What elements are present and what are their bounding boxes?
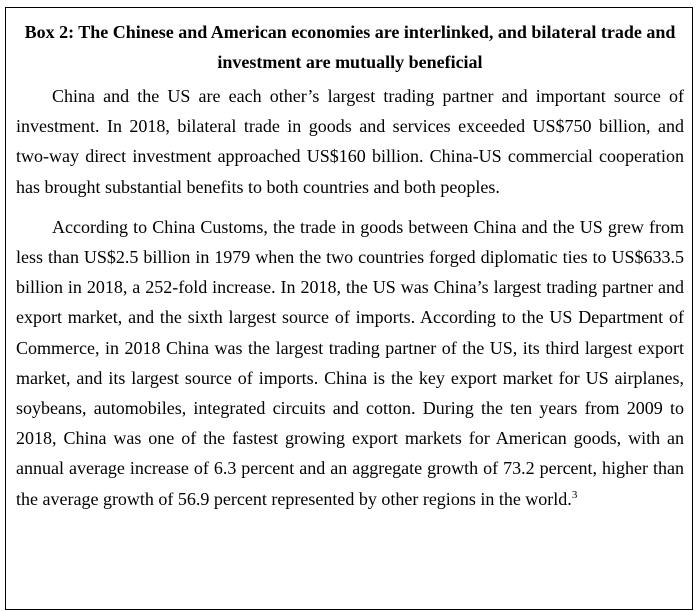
box-title: Box 2: The Chinese and American economies are interlinked, and bilateral trade and investment are mutually beneficial: [24, 22, 676, 72]
paragraph-2-text: According to China Customs, the trade in goods between China and the US grew from less than US$2.5 billion in 1979 when the two countries forged diplomatic ties to US$633.5 billion in 2018, a 252-fold increase. In 2018, the US was China’s largest trading partner and export market, and the sixth largest source of imports. According to the US Department of Commerce, in 2018 China was the largest trading partner of the US, its third largest export market, and its largest source of imports. China is the key export market for US airplanes, soybeans, automobiles, integrated circuits and cotton. During the ten years from 2009 to 2018, China was one of the fastest growing export markets for American goods, with an annual average increase of 6.3 percent and an aggregate growth of 73.2 percent, higher than the average growth of 56.9 percent represented by other regions in the world.: [16, 216, 684, 509]
paragraph-1: [16, 81, 684, 202]
box-2-panel: [5, 7, 693, 610]
footnote-marker[interactable]: 3: [571, 488, 578, 501]
paragraph-2: [16, 212, 684, 514]
paragraph-1-text: China and the US are each other’s largest trading partner and important source of investment. In 2018, bilateral trade in goods and services exceeded US$750 billion, and two-way direct investment approached US$160 billion. China-US commercial cooperation has brought substantial benefits to both countries and both peoples.: [16, 86, 684, 197]
